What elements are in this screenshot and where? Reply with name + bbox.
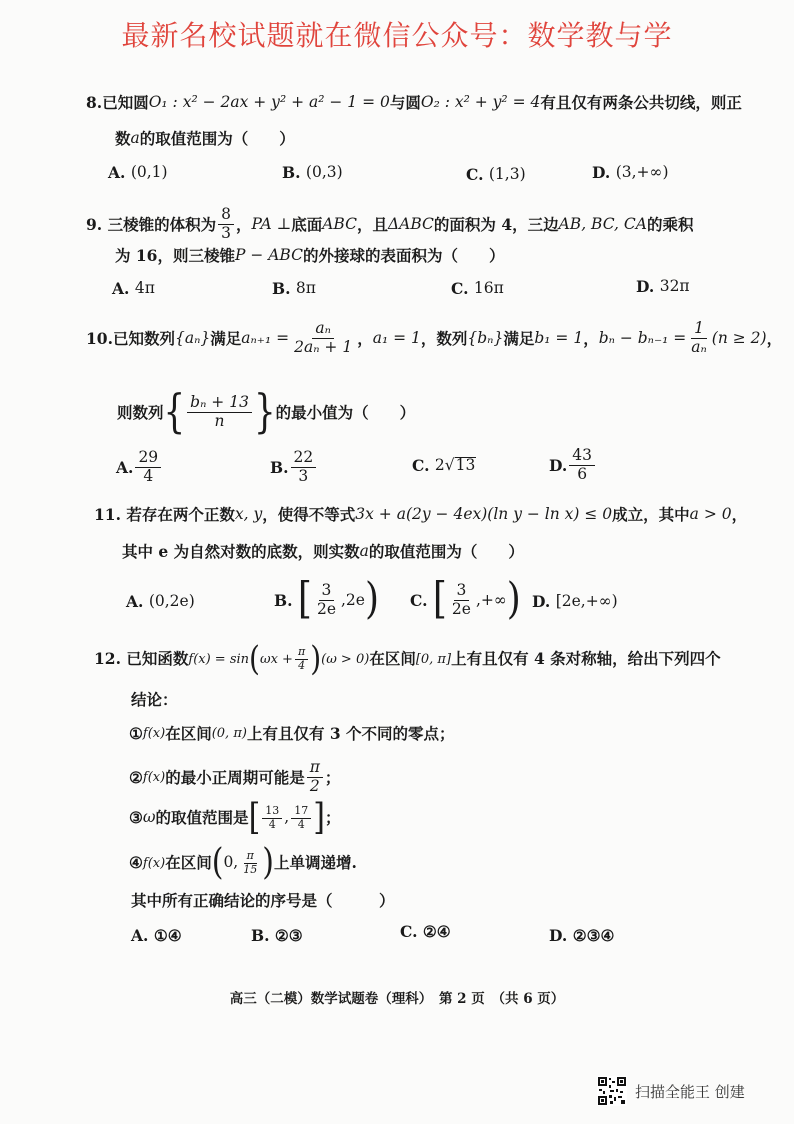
conclusion-4: ④ f(x) 在区间 ( 0, $\frac{\pi}{15}$ ) 上单调递增. (129, 841, 357, 884)
watermark-banner: 最新名校试题就在微信公众号：数学教与学 (121, 19, 673, 52)
sequence-fraction: $\frac{\text{bₙ + 13}}{n}$ (187, 394, 252, 431)
answer-prompt: 其中所有正确结论的序号是（ ） (131, 891, 395, 910)
conclusion-2: ② f(x) 的最小正周期可能是 $\frac{\pi}{2}$ ； (129, 758, 341, 795)
recurrence-fraction: $\frac{\text{aₙ}}{\text{2aₙ + 1}}$ (294, 319, 353, 356)
option-b: B. ②③ (251, 926, 303, 945)
option-a: A. $\frac{29}{4}$ (116, 449, 163, 486)
option-a: A. 4π (112, 279, 155, 298)
option-c: C. ②④ (400, 922, 451, 941)
question-number: 12. (94, 649, 121, 669)
option-d: D. (3,+∞) (592, 163, 669, 182)
left-brace: { (163, 385, 186, 440)
option-c: C. 16π (451, 279, 504, 298)
option-d: D. $\frac{43}{6}$ (549, 447, 597, 484)
page-footer: 高三（二模）数学试题卷（理科） 第 2 页 （共 6 页） (229, 991, 565, 1007)
inequality: 3x + a(2y − 4ex)(ln y − ln x) ≤ 0 (355, 505, 613, 523)
option-c: C. 2 √ 13 (412, 455, 476, 475)
right-brace: } (253, 385, 276, 440)
conclusion-3: ③ ω 的取值范围是 [ $\frac{13}{4}$ , $\frac{17}{4}$ ] ； (129, 796, 341, 839)
math-expression: PA ⊥ (251, 214, 292, 233)
option-c: C. (1,3) (466, 165, 526, 184)
scanner-label: 扫描全能王 创建 (635, 1082, 745, 1101)
question-text: 数 (115, 129, 131, 148)
question-number: 8. (86, 93, 103, 112)
option-a: A. (0,1) (108, 163, 168, 182)
question-text: 三棱锥的体积为 (107, 214, 217, 234)
question-number: 10. (86, 328, 113, 348)
question-text: 与圆 (389, 93, 421, 112)
conclusion-header: 结论： (131, 690, 178, 709)
option-a: A. ①④ (131, 926, 182, 945)
question-number: 11. (94, 505, 121, 524)
scanner-watermark (597, 1076, 745, 1106)
circle-equation-2: O₂ : x² + y² = 4 (420, 93, 541, 111)
conclusion-1: ① f(x) 在区间 (0, π) 上有且仅有 3 个不同的零点； (129, 724, 455, 743)
option-b: B. $\frac{22}{3}$ (270, 449, 318, 486)
option-d: D. 32π (636, 277, 690, 296)
option-a: A. (0,2e) (126, 592, 195, 611)
volume-fraction: $\frac{8}{3}$ (218, 206, 234, 243)
question-text: 已知圆 (102, 93, 149, 112)
math-variable: a (130, 129, 140, 147)
option-c: C. [ $\frac{3}{2e}$ ,+∞ ) (410, 575, 521, 625)
option-b: B. (0,3) (282, 163, 343, 182)
question-number: 9. (86, 214, 103, 234)
difference-fraction: $\frac{1}{\text{aₙ}}$ (691, 319, 707, 356)
qr-code-icon (597, 1076, 627, 1106)
option-d: D. [2e,+∞) (532, 592, 618, 611)
option-b: B. [ $\frac{3}{2e}$ ,2e ) (274, 575, 380, 625)
circle-equation-1: O₁ : x² − 2ax + y² + a² − 1 = 0 (148, 93, 390, 111)
question-text: 的取值范围为（ ） (139, 129, 295, 148)
option-b: B. 8π (272, 279, 316, 298)
question-text: 有且仅有两条公共切线，则正 (540, 93, 742, 112)
option-d: D. ②③④ (549, 926, 615, 945)
